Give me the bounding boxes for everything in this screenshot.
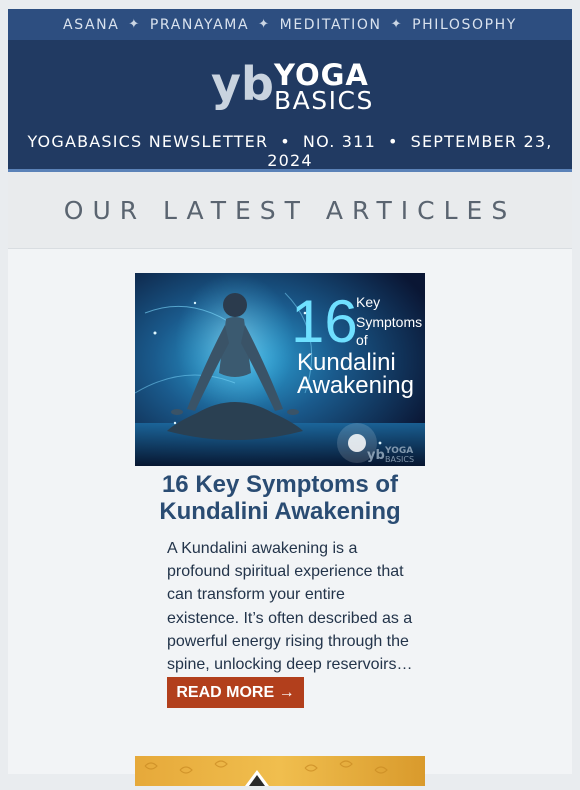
newsletter-frame bbox=[8, 9, 572, 774]
logo-word-yoga: YOGA bbox=[274, 58, 369, 92]
hero-text-of: of bbox=[356, 332, 368, 348]
logo-word-basics: BASICS bbox=[274, 86, 374, 115]
article-title[interactable]: 16 Key Symptoms of Kundalini Awakening bbox=[159, 471, 401, 525]
nav-separator-icon: ✦ bbox=[390, 17, 404, 32]
yogabasics-logo[interactable] bbox=[211, 56, 374, 118]
issue-separator: • bbox=[280, 132, 291, 151]
nav-item-meditation[interactable]: MEDITATION bbox=[279, 16, 382, 33]
newsletter-name: YOGABASICS NEWSLETTER bbox=[27, 132, 269, 151]
logo-wordmark bbox=[274, 58, 374, 115]
svg-text:yb: yb bbox=[211, 57, 274, 111]
nav-item-asana[interactable]: ASANA bbox=[63, 16, 120, 33]
hero-text-kundalini: Kundalini bbox=[297, 349, 396, 376]
hero-watermark-yoga: YOGA bbox=[385, 446, 414, 456]
article-hero-image[interactable] bbox=[135, 273, 425, 466]
issue-number: NO. 311 bbox=[302, 132, 376, 151]
hero-text-symptoms: Symptoms bbox=[356, 314, 423, 330]
hero-watermark-mark: yb bbox=[367, 448, 385, 463]
nav-separator-icon: ✦ bbox=[128, 17, 141, 32]
issue-separator: • bbox=[387, 132, 399, 151]
next-article-image[interactable] bbox=[135, 756, 425, 786]
nav-item-pranayama[interactable]: PRANAYAMA bbox=[149, 16, 250, 33]
hero-number: 16 bbox=[291, 288, 358, 355]
category-nav bbox=[8, 9, 572, 40]
nav-separator-icon: ✦ bbox=[258, 17, 271, 32]
section-heading: OUR LATEST ARTICLES bbox=[8, 172, 572, 249]
hero-watermark-basics: BASICS bbox=[385, 455, 415, 464]
hero-text-key: Key bbox=[356, 294, 381, 310]
kundalini-meditation-illustration bbox=[135, 273, 425, 466]
next-article-illustration bbox=[135, 756, 425, 786]
issue-date: SEPTEMBER 23, 2024 bbox=[267, 132, 553, 170]
newsletter-header bbox=[8, 40, 572, 172]
article-excerpt: A Kundalini awakening is a profound spiritual experience that can transform your entire existence. It’s often described as a powerful energy rising through the spine, unlocking deep reservoirs… bbox=[167, 540, 413, 674]
hero-text-awakening: Awakening bbox=[297, 372, 414, 399]
nav-item-philosophy[interactable]: PHILOSOPHY bbox=[412, 16, 517, 33]
read-more-button[interactable]: READ MORE → bbox=[167, 677, 304, 708]
issue-info bbox=[8, 132, 572, 170]
yb-logo-mark-icon bbox=[211, 56, 274, 118]
